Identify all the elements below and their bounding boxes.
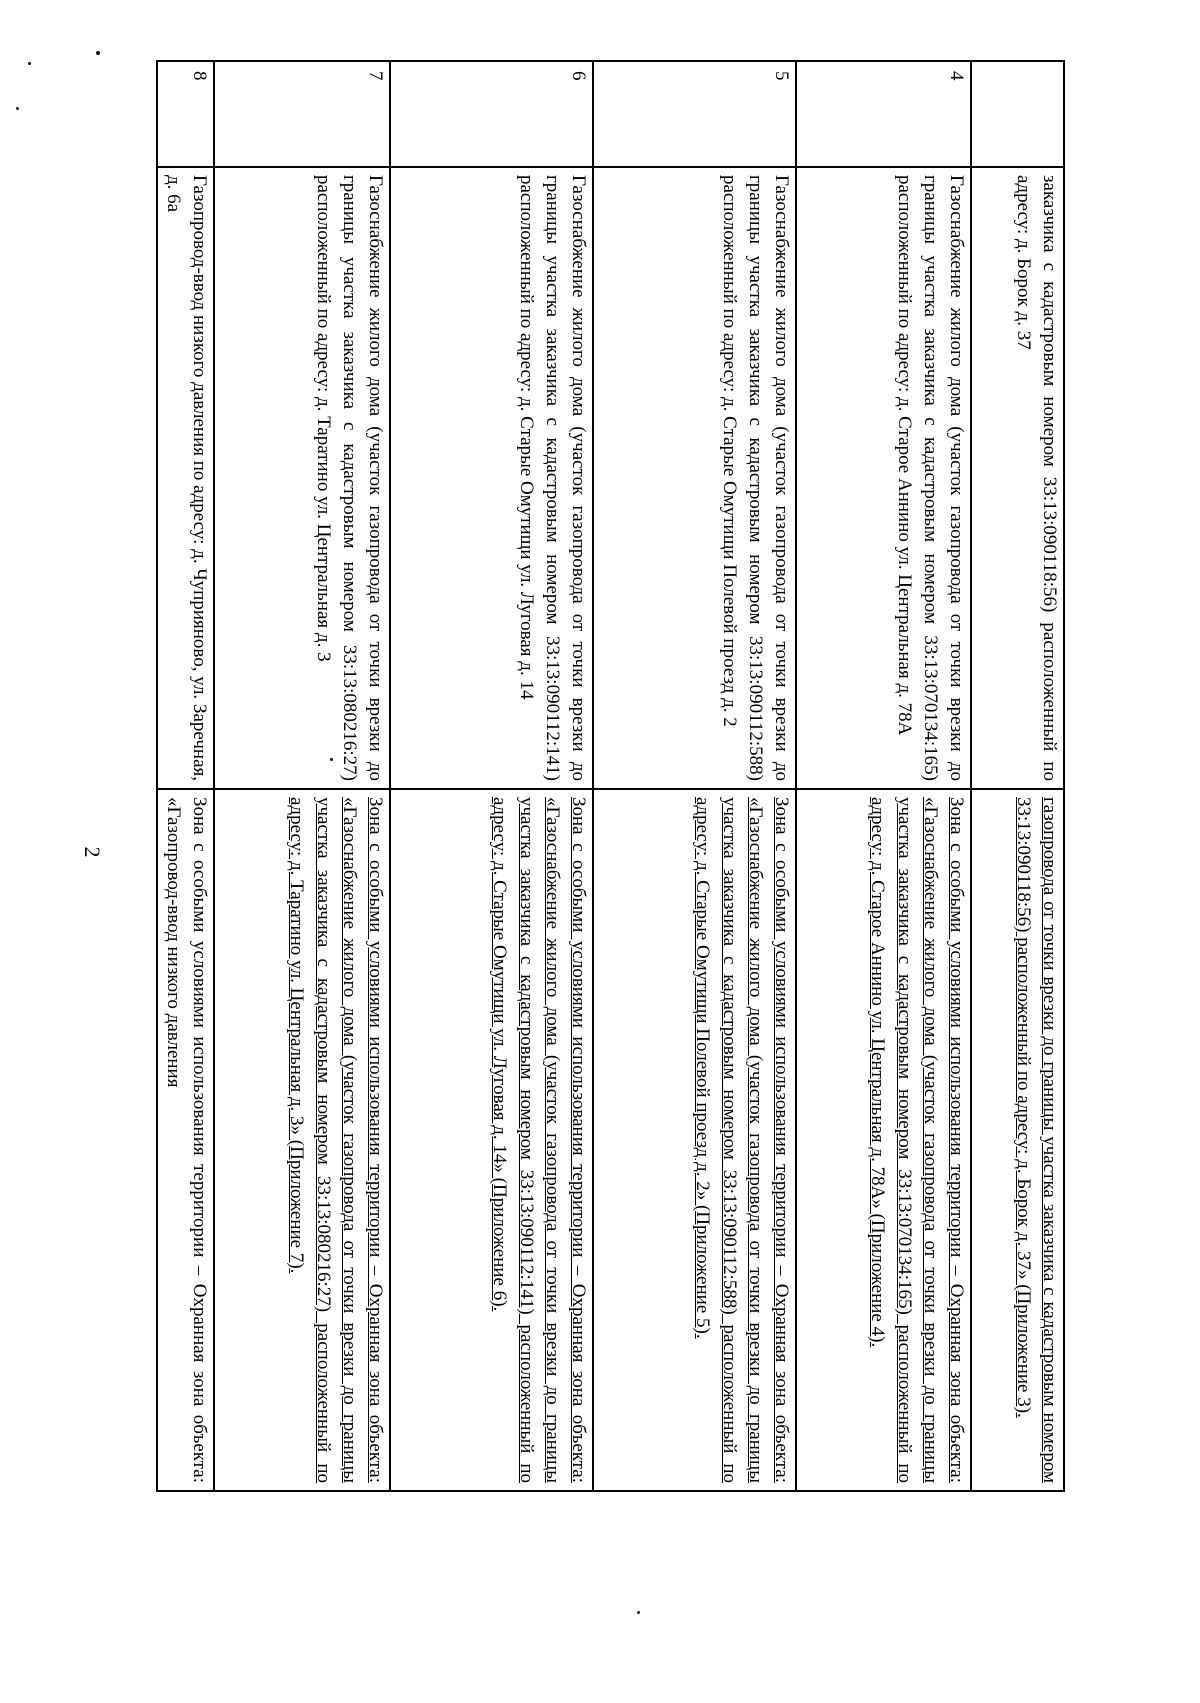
zone-text: Зона с особыми условиями использования территории – Охранная зона объекта: «Газоснабжение жилого дома (участок газопровода от точки врезки до границы участка заказчика с кадастровым номером 33:13:090112:141) расположенный по адресу: д. Старые Омутищи ул. Луговая д. 14» (Приложение 6). [489,797,589,1483]
zone-cell [593,789,796,1491]
table-row [971,61,1064,1491]
table-row [157,61,214,1491]
scan-speck [330,758,333,761]
object-text: Газоснабжение жилого дома (участок газопровода от точки врезки до границы участка заказчика с кадастровым номером 33:13:090112:141) расположенный по адресу: д. Старые Омутищи ул. Луговая д. 14 [515,175,589,781]
zone-cell [157,789,214,1491]
zone-cell [214,789,390,1491]
object-cell [971,167,1064,789]
object-cell [157,167,214,789]
row-number: 6 [390,61,593,167]
zone-text: Зона с особыми условиями использования территории – Охранная зона объекта: «Газоснабжение жилого дома (участок газопровода от точки врезки до границы участка заказчика с кадастровым номером 33:13:080216:27) расположенный по адресу: д. Таратино ул. Центральная д. 3» (Приложение 7). [286,797,386,1483]
table-row [214,61,390,1491]
scan-speck [16,107,19,110]
object-cell [390,167,593,789]
scan-speck [637,1611,640,1614]
object-text: Газоснабжение жилого дома (участок газопровода от точки врезки до границы участка заказчика с кадастровым номером 33:13:080216:27) расположенный по адресу: д. Таратино ул. Центральная д. 3 [312,175,386,781]
scan-speck [28,62,31,65]
zone-cell [971,789,1064,1491]
object-text: Газопровод-ввод низкого давления по адресу: д. Чуприяново, ул. Заречная, д. 6а [162,175,210,781]
object-text: заказчика с кадастровым номером 33:13:090118:56) расположенный по адресу: д. Борок д. 37 [1012,175,1060,781]
row-number: 5 [593,61,796,167]
object-text: Газоснабжение жилого дома (участок газопровода от точки врезки до границы участка заказчика с кадастровым номером 33:13:090112:588) расположенный по адресу: д. Старые Омутищи Полевой проезд д. 2 [718,175,792,781]
object-cell [796,167,971,789]
zone-cell [390,789,593,1491]
zone-cell [796,789,971,1491]
zone-text: Зона с особыми условиями использования территории – Охранная зона объекта: «Газопровод-ввод низкого давления [162,797,210,1483]
zone-text: Зона с особыми условиями использования территории – Охранная зона объекта: «Газоснабжение жилого дома (участок газопровода от точки врезки до границы участка заказчика с кадастровым номером 33:13:070134:165) расположенный по адресу: д. Старое Аннино ул. Центральная д. 78А» (Приложение 4). [867,797,967,1483]
row-number: 4 [796,61,971,167]
object-cell [593,167,796,789]
table-row [593,61,796,1491]
zones-table [156,60,1065,1492]
row-number: 8 [157,61,214,167]
object-cell [214,167,390,789]
object-text: Газоснабжение жилого дома (участок газопровода от точки врезки до границы участка заказчика с кадастровым номером 33:13:070134:165) расположенный по адресу: д. Старое Аннино ул. Центральная д. 78А [893,175,967,781]
zone-text: Зона с особыми условиями использования территории – Охранная зона объекта: «Газоснабжение жилого дома (участок газопровода от точки врезки до границы участка заказчика с кадастровым номером 33:13:090112:588) расположенный по адресу: д. Старые Омутищи Полевой проезд д. 2» (Приложение 5). [692,797,792,1483]
rotated-table-wrapper [162,60,1065,1490]
table-row [796,61,971,1491]
page-number: 2 [80,846,105,858]
row-number [971,61,1064,167]
zone-text: газопровода от точки врезки до границы участка заказчика с кадастровым номером 33:13:090118:56) расположенный по адресу: д. Борок д. 37» (Приложение 3). [1012,797,1060,1483]
table-row [390,61,593,1491]
scan-speck [96,51,100,55]
row-number: 7 [214,61,390,167]
